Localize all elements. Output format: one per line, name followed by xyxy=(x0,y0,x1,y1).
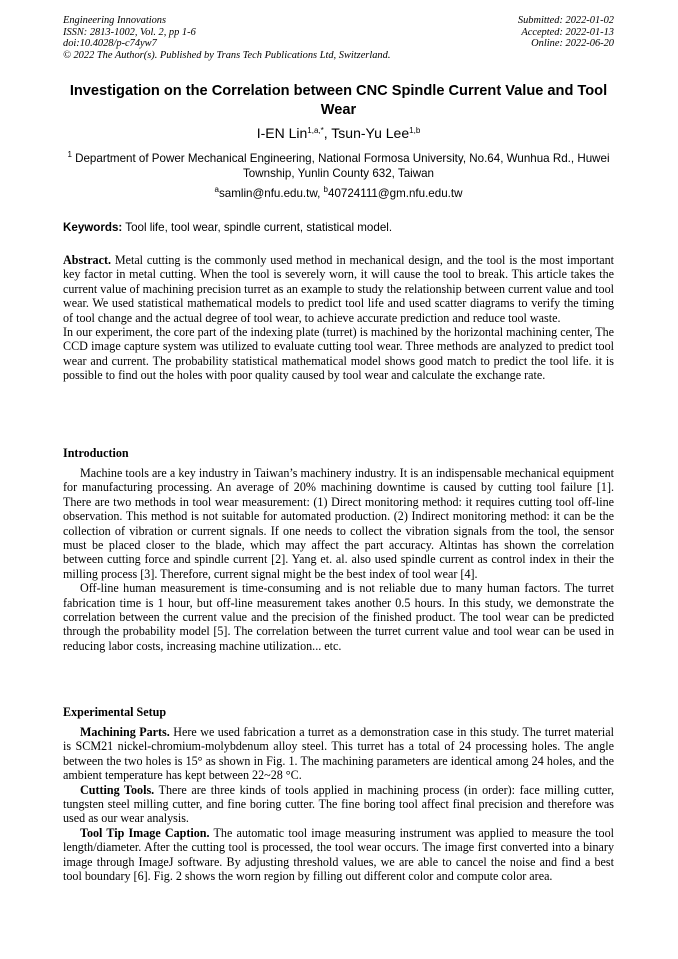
publication-dates xyxy=(518,15,614,50)
author-affiliation-marker: 1,a,* xyxy=(307,126,324,135)
email-marker: b xyxy=(323,185,328,194)
paragraph-text: Here we used fabrication a turret as a demonstration case in this study. The turret material is SCM21 nickel-chromium-molybdenum alloy steel. This turret has a total of 24 processing holes. The angle between the two holes is 15° as shown in Fig. 1. The machining parameters are identical among 24 holes, and the ambient temperature has kept between 22~28 °C. xyxy=(63,725,614,783)
author-emails xyxy=(63,186,614,201)
paragraph: Machine tools are a key industry in Taiwan’s machinery industry. It is an indispensable mechanical equipment for manufacturing processing. An average of 20% machining downtime is caused by cutting tool failure [1]. There are two methods in tool wear measurement: (1) Direct monitoring method: it requires cutting tool off-line observation. This method is not suitable for automated production. (2) Indirect monitoring method: it can be the collection of vibration or current signals. If one needs to collect the vibration signals from the tool, the sensor must be placed closer to the blade, which may affect the part accuracy. Altintas has shown the correlation between cutting force and spindle current [2]. Yang et. al. also used spindle current as control index in their the milling process [3]. Therefore, current signal might be the best index of tool wear [4]. xyxy=(63,466,614,581)
introduction-section xyxy=(63,466,614,653)
section-heading-introduction: Introduction xyxy=(63,446,129,460)
affiliation-text: Department of Power Mechanical Engineering, National Formosa University, No.64, Wunhua Rd., Huwei Township, Yunlin County 632, Taiwan xyxy=(71,152,610,180)
abstract-paragraph: In our experiment, the core part of the indexing plate (turret) is machined by the horizontal machining center, The CCD image capture system was utilized to evaluate cutting tool wear. Three methods are analyzed to predict tool wear and current. The probability statistical mathematical model shows good match to predict the tool life. it is possible to find out the holes with poor quality caused by tool wear and calculate the exchange rate. xyxy=(63,325,614,383)
paper-title: Investigation on the Correlation between CNC Spindle Current Value and Tool Wear xyxy=(69,83,608,118)
paragraph-text: The automatic tool image measuring instrument was applied to measure the tool length/diameter. After the cutting tool is processed, the tool wear occurs. The image first converted into a binary image through ImageJ software. By adjusting threshold values, we are able to cancel the noise and find a best tool boundary [6]. Fig. 2 shows the worn region by filling out different color and compute color area. xyxy=(63,825,614,884)
accepted-date: Accepted: 2022-01-13 xyxy=(521,26,614,38)
experimental-section xyxy=(63,725,614,883)
keywords xyxy=(63,220,614,235)
email-marker: a xyxy=(214,185,219,194)
author-name: I-EN Lin xyxy=(256,125,308,141)
abstract-paragraph xyxy=(63,253,614,325)
email-link[interactable]: samlin@nfu.edu.tw, xyxy=(218,187,324,200)
author-separator: , xyxy=(323,125,332,141)
email-link[interactable]: 40724111@gm.nfu.edu.tw xyxy=(328,187,463,200)
section-heading-experimental: Experimental Setup xyxy=(63,705,167,719)
submitted-date: Submitted: 2022-01-02 xyxy=(517,15,614,26)
paragraph xyxy=(63,725,614,783)
paragraph xyxy=(63,783,614,826)
abstract-label: Abstract. xyxy=(63,253,112,267)
subsection-label: Cutting Tools. xyxy=(80,782,155,797)
keywords-text: Tool life, tool wear, spindle current, statistical model. xyxy=(122,221,393,234)
subsection-label: Machining Parts. xyxy=(80,725,170,739)
paragraph xyxy=(63,826,614,884)
journal-header xyxy=(63,15,390,61)
keywords-label: Keywords: xyxy=(63,221,123,234)
online-date: Online: 2022-06-20 xyxy=(531,38,614,49)
author-affiliation-marker: 1,b xyxy=(409,126,421,135)
author-list xyxy=(63,124,614,142)
journal-issn: ISSN: 2813-1002, Vol. 2, pp 1-6 xyxy=(63,26,196,38)
paragraph: Off-line human measurement is time-consuming and is not reliable due to many human factors. The turret fabrication time is 1 hour, but off-line measurement takes another 0.5 hours. In this study, we demonstrate the correlation between the current value and the precision of the finished product. The tool wear can be predicted through the probability model [5]. The correlation between the turret current value and tool wear can be used in reducing labor costs, increasing machine utilization... etc. xyxy=(63,581,614,653)
affiliation-marker: 1 xyxy=(67,150,72,159)
paragraph-text: There are three kinds of tools applied in machining process (in order): face milling cutter, tungsten steel milling cutter, and fine boring cutter. The fine boring tool affect final precision and therefore was used as our wear analysis. xyxy=(63,782,614,826)
abstract-text: Metal cutting is the commonly used method in mechanical design, and the tool is the most important key factor in metal cutting. When the tool is severely worn, it will cause the tool to break. This article takes the current value of machining precision turret as an example to study the relationship between current value and tool wear. We used statistical mathematical models to predict tool life and used scatter diagrams to verify the timing of tool change and the actual degree of tool wear, to achieve accurate prediction and reduce tool waste. xyxy=(63,253,614,325)
abstract xyxy=(63,253,614,383)
author-name: Tsun-Yu Lee xyxy=(331,125,410,141)
subsection-label: Tool Tip Image Caption. xyxy=(80,825,210,840)
journal-doi[interactable]: doi:10.4028/p-c74yw7 xyxy=(63,38,157,49)
affiliation xyxy=(63,151,614,181)
copyright-notice: © 2022 The Author(s). Published by Trans Tech Publications Ltd, Switzerland. xyxy=(63,49,391,61)
journal-name: Engineering Innovations xyxy=(63,15,167,26)
